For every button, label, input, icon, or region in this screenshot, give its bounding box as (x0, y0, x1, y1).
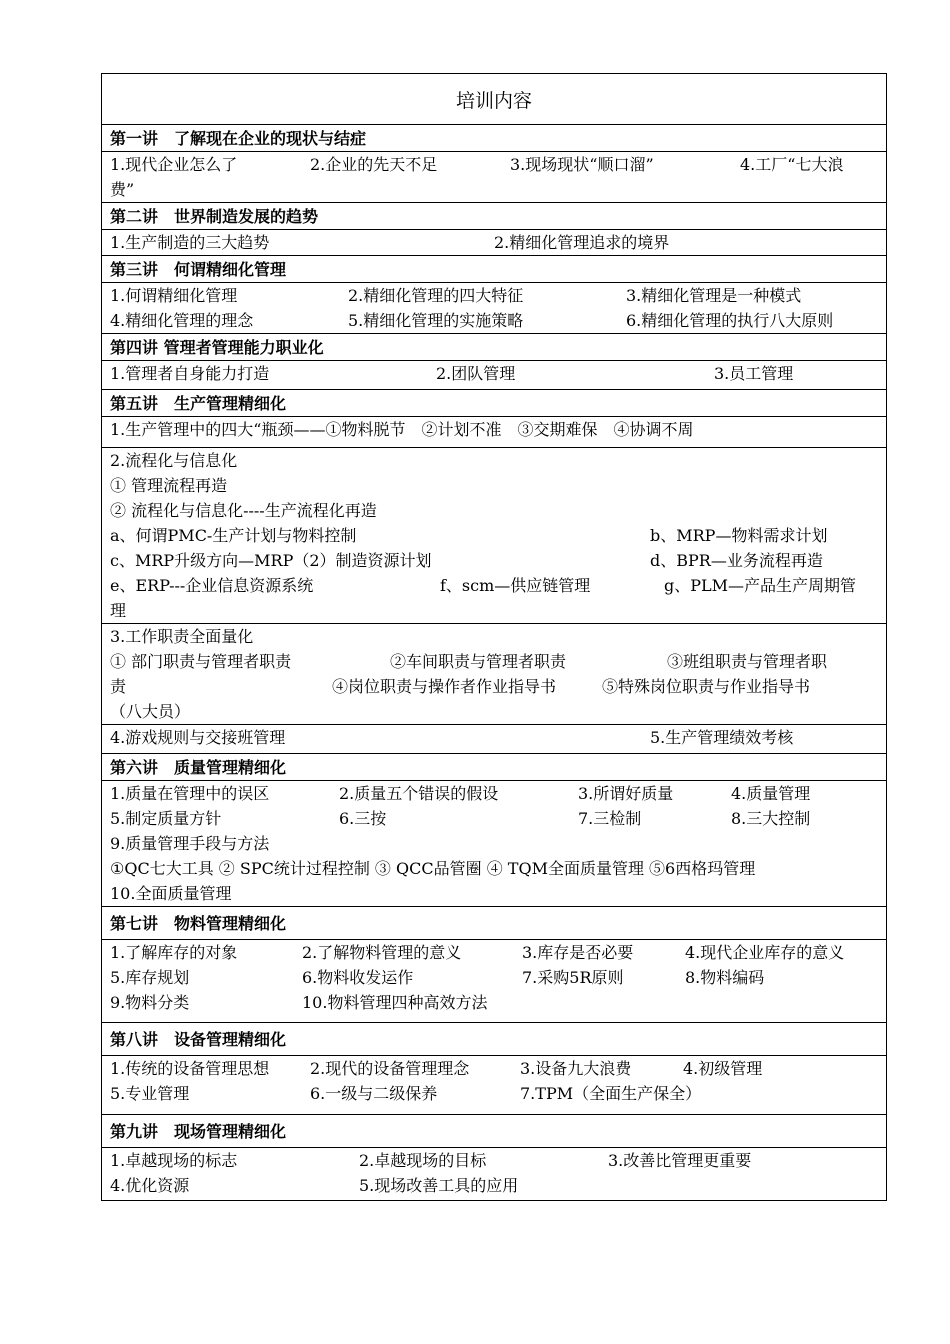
list-item: f、scm—供应链管理 (440, 576, 591, 595)
list-item: 6.一级与二级保养 (310, 1084, 438, 1103)
lecture-2-content (102, 230, 887, 256)
lecture-5-heading: 第五讲 生产管理精细化 (102, 390, 887, 417)
list-item: d、BPR—业务流程再造 (650, 551, 823, 570)
list-item: 3.库存是否必要 (522, 943, 634, 962)
list-item: 10.全面质量管理 (110, 884, 232, 903)
list-item: 6.精细化管理的执行八大原则 (626, 311, 834, 330)
list-item: 3.精细化管理是一种模式 (626, 286, 802, 305)
list-item: 7.三检制 (578, 809, 642, 828)
list-item: ① 部门职责与管理者职责 (110, 652, 292, 671)
list-item: 1.质量在管理中的误区 (110, 784, 270, 803)
lecture-3-content (102, 283, 887, 334)
list-item: 9.质量管理手段与方法 (110, 834, 270, 853)
list-item: ② 流程化与信息化----生产流程化再造 (110, 501, 377, 520)
list-item: 1.生产制造的三大趋势 (110, 233, 270, 252)
lecture-5-duty (102, 624, 887, 725)
list-item-wrap: 费” (110, 180, 135, 199)
list-item: 2.卓越现场的目标 (359, 1151, 487, 1170)
list-item: ⑤特殊岗位职责与作业指导书 (602, 677, 811, 696)
lecture-5-process (102, 448, 887, 624)
list-item: 1.卓越现场的标志 (110, 1151, 238, 1170)
list-item: 5.生产管理绩效考核 (650, 728, 794, 747)
training-content-table (101, 73, 887, 1201)
list-item: 4.质量管理 (731, 784, 811, 803)
lecture-5-bottleneck: 1.生产管理中的四大“瓶颈——①物料脱节 ②计划不准 ③交期难保 ④协调不周 (102, 417, 887, 448)
list-item: 5.制定质量方针 (110, 809, 222, 828)
list-item: 5.现场改善工具的应用 (359, 1176, 519, 1195)
list-item: 1.现代企业怎么了 (110, 155, 238, 174)
list-item: a、何谓PMC-生产计划与物料控制 (110, 526, 357, 545)
list-item: 1.何谓精细化管理 (110, 286, 238, 305)
list-item-wrap: （八大员） (110, 702, 191, 721)
list-item: 8.物料编码 (685, 968, 765, 987)
lecture-7-heading: 第七讲 物料管理精细化 (102, 907, 887, 940)
list-item: g、PLM—产品生产周期管 (664, 576, 857, 595)
list-item: 3.工作职责全面量化 (110, 627, 254, 646)
list-item: 1.了解库存的对象 (110, 943, 238, 962)
list-item: 3.改善比管理更重要 (608, 1151, 752, 1170)
lecture-9-heading: 第九讲 现场管理精细化 (102, 1115, 887, 1148)
list-item: 4.优化资源 (110, 1176, 190, 1195)
list-item: e、ERP---企业信息资源系统 (110, 576, 314, 595)
list-item: 4.现代企业库存的意义 (685, 943, 845, 962)
list-item: 6.物料收发运作 (302, 968, 414, 987)
lecture-2-heading: 第二讲 世界制造发展的趋势 (102, 203, 887, 230)
list-item: 2.流程化与信息化 (110, 451, 238, 470)
list-item: 1.传统的设备管理思想 (110, 1059, 270, 1078)
list-item: 1.管理者自身能力打造 (110, 364, 270, 383)
list-item-wrap: 理 (110, 601, 127, 620)
list-item: 2.现代的设备管理理念 (310, 1059, 470, 1078)
lecture-1-content (102, 152, 887, 203)
lecture-9-content (102, 1148, 887, 1201)
list-item: b、MRP—物料需求计划 (650, 526, 828, 545)
list-item: 3.员工管理 (714, 364, 794, 383)
list-item: 7.采购5R原则 (522, 968, 624, 987)
lecture-8-content (102, 1056, 887, 1115)
list-item: 10.物料管理四种高效方法 (302, 993, 488, 1012)
list-item: 6.三按 (339, 809, 387, 828)
lecture-5-items4 (102, 725, 887, 754)
list-item: ③班组职责与管理者职 (667, 652, 828, 671)
list-item: 2.团队管理 (436, 364, 516, 383)
lecture-4-content (102, 361, 887, 390)
list-item: ④岗位职责与操作者作业指导书 (332, 677, 557, 696)
list-item: 4.工厂“七大浪 (740, 155, 844, 174)
list-item-wrap: 责 (110, 677, 127, 696)
lecture-1-heading: 第一讲 了解现在企业的现状与结症 (102, 125, 887, 152)
lecture-7-content (102, 940, 887, 1023)
list-item: 3.所谓好质量 (578, 784, 674, 803)
list-item: ②车间职责与管理者职责 (390, 652, 567, 671)
list-item: 2.精细化管理的四大特征 (348, 286, 524, 305)
list-item: 2.企业的先天不足 (310, 155, 438, 174)
list-item: 3.设备九大浪费 (520, 1059, 632, 1078)
list-item: 8.三大控制 (731, 809, 811, 828)
list-item: 2.质量五个错误的假设 (339, 784, 499, 803)
list-item: 7.TPM（全面生产保全） (520, 1084, 702, 1103)
list-item: 2.精细化管理追求的境界 (494, 233, 670, 252)
list-item: 4.游戏规则与交接班管理 (110, 728, 286, 747)
list-item: ① 管理流程再造 (110, 476, 228, 495)
lecture-6-content (102, 781, 887, 907)
lecture-3-heading: 第三讲 何谓精细化管理 (102, 256, 887, 283)
list-item: 2.了解物料管理的意义 (302, 943, 462, 962)
lecture-6-heading: 第六讲 质量管理精细化 (102, 754, 887, 781)
list-item: c、MRP升级方向—MRP（2）制造资源计划 (110, 551, 432, 570)
list-item: ①QC七大工具 ② SPC统计过程控制 ③ QCC品管圈 ④ TQM全面质量管理 ⑤6西格玛管理 (110, 859, 756, 878)
list-item: 5.专业管理 (110, 1084, 190, 1103)
lecture-8-heading: 第八讲 设备管理精细化 (102, 1023, 887, 1056)
lecture-4-heading: 第四讲 管理者管理能力职业化 (102, 334, 887, 361)
list-item: 3.现场现状“顺口溜” (510, 155, 654, 174)
list-item: 5.库存规划 (110, 968, 190, 987)
table-title: 培训内容 (102, 74, 887, 125)
list-item: 5.精细化管理的实施策略 (348, 311, 524, 330)
list-item: 4.精细化管理的理念 (110, 311, 254, 330)
list-item: 9.物料分类 (110, 993, 190, 1012)
list-item: 4.初级管理 (683, 1059, 763, 1078)
